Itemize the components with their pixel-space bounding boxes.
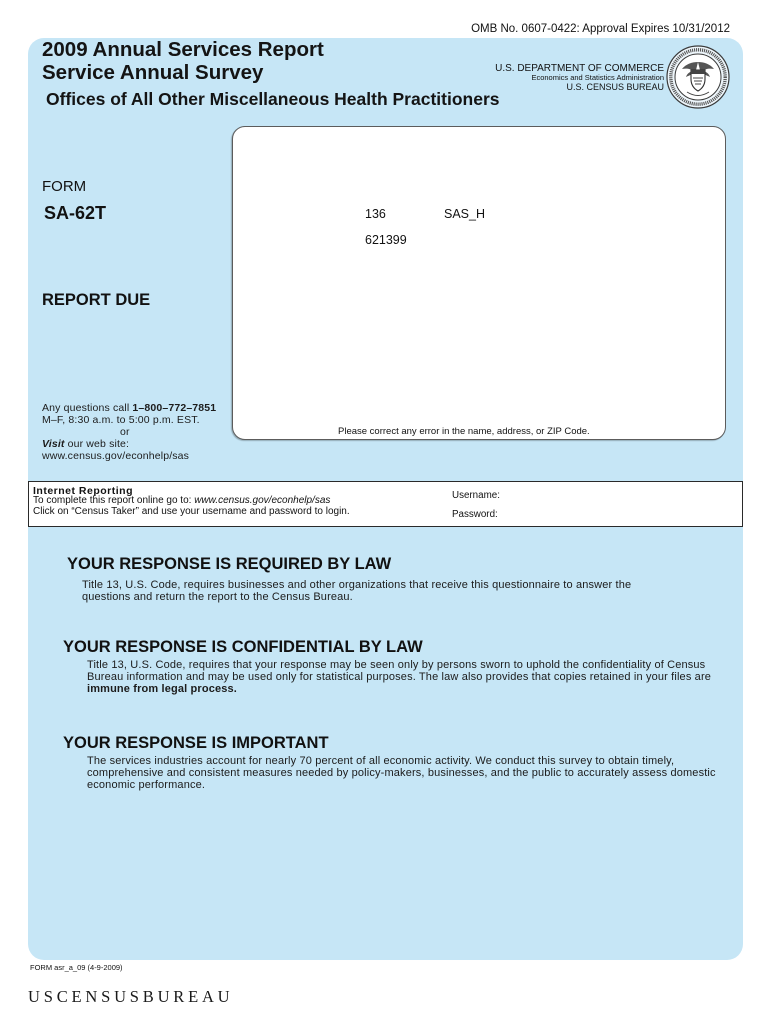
survey-name: Service Annual Survey — [42, 60, 264, 84]
notice-required-heading: YOUR RESPONSE IS REQUIRED BY LAW — [67, 555, 392, 573]
contact-website: www.census.gov/econhelp/sas — [42, 450, 190, 463]
mailing-code-1: 136 — [365, 207, 386, 222]
notice-important-body — [87, 755, 716, 791]
notice-line: comprehensive and consistent measures needed by policy-makers, businesses, and the public to accurately assess domestic — [87, 767, 716, 780]
internet-login-text: Click on “Census Taker” and use your username and password to login. — [33, 506, 350, 518]
notice-confidential-body — [87, 659, 711, 695]
notice-confidential-heading: YOUR RESPONSE IS CONFIDENTIAL BY LAW — [63, 638, 423, 656]
notice-line: economic performance. — [87, 779, 206, 792]
contact-phone-line — [42, 402, 216, 414]
mailing-label-box — [232, 126, 726, 440]
form-number: SA-62T — [44, 202, 107, 223]
bureau-name: U.S. CENSUS BUREAU — [566, 81, 664, 92]
notice-line: Bureau information and may be used only for statistical purposes. The law also provides that copies retained in your files are — [87, 671, 712, 684]
contact-phone: 1–800–772–7851 — [132, 402, 217, 415]
contact-info — [42, 402, 216, 462]
omb-notice: OMB No. 0607-0422: Approval Expires 10/31/2012 — [471, 23, 730, 35]
contact-call-text: Any questions call — [42, 402, 133, 415]
notice-required-body — [82, 579, 631, 603]
report-title: 2009 Annual Services Report — [42, 37, 324, 61]
notice-line: Title 13, U.S. Code, requires businesses and other organizations that receive this questionnaire to answer the — [82, 579, 632, 592]
form-label: FORM — [42, 178, 87, 196]
form-id: FORM asr_a_09 (4-9-2009) — [30, 963, 123, 973]
internet-instruction-line — [33, 496, 330, 506]
internet-reporting-heading: Internet Reporting — [33, 484, 133, 497]
password-label: Password: — [452, 509, 498, 521]
industry-title: Offices of All Other Miscellaneous Health Practitioners — [46, 89, 500, 109]
administration-name: Economics and Statistics Administration — [531, 73, 664, 83]
notice-emphasis: immune from legal process. — [87, 683, 237, 696]
contact-visit-word: Visit — [42, 438, 65, 451]
report-due-label: REPORT DUE — [42, 291, 151, 309]
contact-hours: M–F, 8:30 a.m. to 5:00 p.m. EST. — [42, 414, 200, 427]
department-name: U.S. DEPARTMENT OF COMMERCE — [495, 62, 664, 74]
contact-or: or — [120, 426, 130, 439]
notice-line: questions and return the report to the Census Bureau. — [82, 591, 353, 604]
username-label: Username: — [452, 490, 500, 502]
mailing-code-2: SAS_H — [444, 207, 485, 222]
mailing-code-3: 621399 — [365, 233, 407, 247]
correction-note: Please correct any error in the name, address, or ZIP Code. — [338, 425, 590, 437]
notice-important-heading: YOUR RESPONSE IS IMPORTANT — [63, 734, 329, 752]
census-wordmark: USCENSUSBUREAU — [28, 987, 234, 1007]
internet-instruction-text: To complete this report online go to: — [33, 495, 195, 507]
notice-line: Title 13, U.S. Code, requires that your response may be seen only by persons sworn to uphold the confidentiality of Census — [87, 659, 706, 672]
internet-url: www.census.gov/econhelp/sas — [194, 495, 331, 507]
contact-visit-rest: our web site: — [64, 438, 130, 451]
contact-visit-line — [42, 438, 216, 450]
commerce-seal-icon — [666, 45, 730, 109]
notice-line: The services industries account for nearly 70 percent of all economic activity. We conduct this survey to obtain timely, — [87, 755, 675, 768]
